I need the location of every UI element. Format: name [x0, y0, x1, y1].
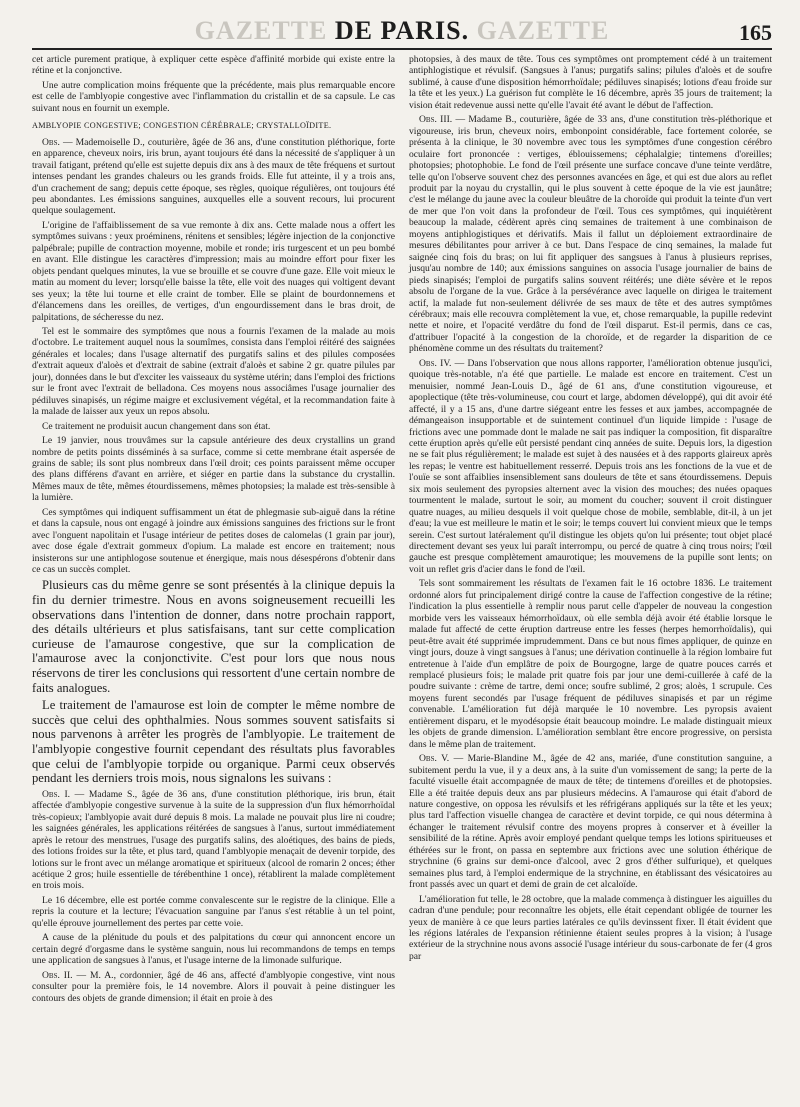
- paragraph: photopsies, à des maux de tête. Tous ces symptômes ont promptement cédé à un traitement antiphlogistique et révulsif. (Sangsues à l'anus; purgatifs salins; pilules d'aloès et de soufre sublimé, à cause d'une disposition hémorrhoïdale; pédiluves sinapisés; lotions d'eau froide sur la tête et les yeux.) La guérison fut complète le 16 décembre, après 35 jours de traitement; la vision était redevenue aussi nette qu'elle l'avait été avant le début de l'affection.: [409, 54, 772, 111]
- observation-paragraph: [32, 789, 395, 892]
- running-title: [32, 16, 772, 46]
- observation-paragraph: [32, 137, 395, 217]
- left-column: [32, 54, 395, 1007]
- paragraph: Ce traitement ne produisit aucun changement dans son état.: [42, 420, 271, 432]
- observation-text: — Mademoiselle D., couturière, âgée de 36 ans, d'une constitution pléthorique, forte en apparence, cheveux noirs, iris brun, ayant toujours été dans la nécessité de s'appliquer à un travail fatigant, prétend qu'elle est sujette depuis dix ans à des maux de tête fréquens et surtout intenses pendant les grandes chaleurs ou les grands froids. Elle fut atteinte, il y a trois ans, d'un crachement de sang; depuis cette époque, ses règles, quoique régulières, ont toujours été peu abondantes. Les émissions sanguines, auxquelles elle a souvent recours, lui procurent quelque soulagement.: [32, 136, 395, 217]
- observation-text: — Madame S., âgée de 36 ans, d'une constitution pléthorique, iris brun, était affectée d'amblyopie congestive survenue à la suite de la suppression d'un flux hémorrhoïdal très-copieux; l'amblyopie avait duré depuis 8 mois. La malade ne pouvait plus lire ni coudre; les saignées générales, les applications réitérées de sangsues à l'anus, surtout immédiatement après le retour des menstrues, l'usage des purgatifs salins, des aloétiques, des bains de pieds, des lotions froides sur la tête, et plus tard, quand l'amblyopie menaçait de devenir torpide, des lotions sur le front avec un mélange aromatique et spiritueux (alcool de romarin 2 onces; éther acétique 2 gros; huile essentielle de térébenthine 1 once), rétablirent la malade complètement en trois mois.: [32, 788, 395, 892]
- section-heading: AMBLYOPIE CONGESTIVE; CONGESTION CÉRÉBRALE; CRYSTALLOÏDITE.: [32, 121, 332, 131]
- paragraph: L'origine de l'affaiblissement de sa vue remonte à dix ans. Cette malade nous a offert les symptômes suivans : yeux proéminens, rénitens et sensibles; légère injection de la conjonctive palpébrale; pupille de contraction moyenne, mobile et ronde; iris turgescent et un peu bombé en avant. Elle distingue les caractères d'impression; mais au moindre effort pour fixer les objets pendant quelques minutes, la vue se brouille et se couvre d'une gaze. Elle voit mieux le matin au moment du lever; lorsqu'elle baisse la tête, elle voit des nuages qui voltigent devant ses yeux; la tête lui tourne et elle craint de tomber. Elle se plaint de bourdonnemens et d'élancemens dans les oreilles, de vertiges, d'un engourdissement dans le bras droit, de palpitations, de sécheresse du nez.: [32, 219, 395, 323]
- observation-text: — Dans l'observation que nous allons rapporter, l'amélioration obtenue jusqu'ici, quoique très-notable, n'a été que partielle. Le malade est encore en traitement. C'est un menuisier, nommé Jean-Louis D., âgé de 61 ans, d'une constitution vigoureuse, et apoplectique (tête très-volumineuse, cou court et large, abdomen développé), qui dit avoir été affecté, il y a 15 ans, d'une dartre siégeant entre les fesses et aux jambes, accompagnée de démangeaison insupportable et de suintement continuel d'un liquide limpide : l'usage de frictions avec une pommade dont le malade ne sait pas indiquer la composition, fit disparaître cette éruption après qu'elle eût persisté pendant cinq années de suite. Depuis lors, la digestion ne se fait plus régulièrement; le malade est sujet à des nausées et à des rapports glaireux après les repas; le ventre est habituellement resserré. Depuis trois ans les fonctions de la vue et de l'ouïe se sont affaiblies insensiblement sans douleurs de tête et sans étourdissemens. Depuis six mois seulement des pyropsies alternent avec la vision des mouches; des nuées opaques tourmentent le malade, surtout le soir, au moment du coucher; souvent il croit distinguer quatre nuages, au milieu desquels il voit quelque chose de mobile, semblable, dit-il, à un jet d'eau; la vue est meilleure le matin et le soir; le temps couvert lui convient mieux que le temps serein. C'est surtout latéralement qu'il distingue les objets qu'on lui présente; tout objet placé directement devant ses yeux lui paraît interrompu, ou percé de quatre à cinq trous noirs; l'œil gauche est presque complètement amaurotique; les mouvemens de la pupille sont lents; on voit un reflet gris d'acier dans le fond de l'œil.: [409, 357, 772, 575]
- paragraph: Tel est le sommaire des symptômes que nous a fournis l'examen de la malade au mois d'octobre. Le traitement auquel nous la soumîmes, consista dans l'emploi réitéré des saignées générales et locales; dans l'usage alternatif des purgatifs salins et des pilules composées d'extrait aqueux d'aloès et d'extrait de sabine (extrait d'aloès et sabine 2 gr. quatre pilules par jour), données dans le but d'exciter les vaisseaux du système utérin; dans l'emploi des frictions sur le front avec l'extrait de belladona. Ces moyens nous associâmes l'usage journalier des pédiluves sinapisés, un régime maigre et exclusivement végétal, et la recommandation faite à la malade de laisser aux yeux un repos absolu.: [32, 325, 395, 418]
- text-columns: [32, 54, 772, 1007]
- ghost-text-right: GAZETTE: [476, 16, 610, 45]
- right-column: [409, 54, 772, 1007]
- observation-text: — M. A., cordonnier, âgé de 46 ans, affecté d'amblyopie congestive, vint nous consulter pour la première fois, le 14 novembre. Alors il pouvait à peine distinguer les contours des objets de grande dimension; il était en proie à des: [32, 969, 395, 1004]
- observation-paragraph: [409, 114, 772, 355]
- observation-text: — Marie-Blandine M., âgée de 42 ans, mariée, d'une constitution sanguine, a subitement perdu la vue, il y a deux ans, à la suite d'un vomissement de sang; la perte de la faculté visuelle était accompagnée de maux de tête; de tintemens d'oreilles et de photopsies. Elle a été traitée depuis deux ans par plusieurs médecins. A l'amaurose qui était d'abord de nature congestive, on opposa les révulsifs et les réfrigérans appliqués sur la tête et les yeux; plus tard l'affection visuelle changea de caractère et devint torpide, ce qui nous détermina à échanger le traitement révulsif contre des moyens propres à conserver et à éveiller la sensibilité de la rétine. Après avoir employé pendant quelque temps les lotions spiritueuses et éthérées sur le front, on passa en septembre aux frictions avec une solution éthérique de strychnine (6 grains sur demi-once d'alcool, avec 2 gros d'éther sulfurique), et quelques semaines plus tard, à l'emploi endermique de la strychnine, en établissant des vésicatoires au front passés avec un quart et demi de grain de cet alcaloïde.: [409, 753, 772, 891]
- observation-paragraph: [409, 358, 772, 576]
- paragraph: Tels sont sommairement les résultats de l'examen fait le 16 octobre 1836. Le traitement ordonné alors fut principalement dirigé contre la cause de l'affection congestive de la rétine; l'indication la plus essentielle à remplir nous parut celle d'appeler de nouveau la congestion morbide vers les vaisseaux hémorrhoïdaux, où elle sembla déjà avoir été établie lorsque le malade fut affecté de cette éruption dartreuse entre les fesses (herpes hemorrhoïdalis), qui peut-être avait été supprimée imprudemment. Dans ce but nous fîmes appliquer, de quinze en vingt jours, douze à vingt sangsues à l'anus; une dérivation continuelle à la région lombaire fut entretenue à l'aide d'un emplâtre de poix de Bourgogne, large de quatre pouces carrés et remplacé plusieurs fois; le malade prit quatre fois par jour une demi-cuillerée à café de la poudre suivante : crème de tartre, demi once; soufre sublimé, 2 gros; aloès, 1 scrupule. Ces moyens furent secondés par l'usage fréquent de pédiluves sinapisés et par un régime convenable. L'amélioration fut déjà marquée le 10 novembre. Les pyropsis avaient entièrement disparu, et le myodésopsie était beaucoup moindre. Le malade distinguait mieux les objets de grande dimension. L'amélioration semblant être encore progressive, on persista dans le même plan de traitement.: [409, 578, 772, 750]
- observation-label: Obs. II.: [42, 969, 73, 981]
- paragraph: Ces symptômes qui indiquent suffisamment un état de phlegmasie sub-aiguë dans la rétine et dans la capsule, nous ont engagé à joindre aux émissions sanguines des frictions sur le front avec l'onguent napolitain et l'usage intérieur de petites doses de calomelas (1 grain par jour), avec dose égale d'extrait gommeux d'opium. La malade est encore en traitement; nous insisterons sur une antiphlogose soutenue et énergique, mais nous désespérons d'obtenir dans ce cas un succès complet.: [32, 506, 395, 576]
- paragraph: Une autre complication moins fréquente que la précédente, mais plus remarquable encore est celle de l'amblyopie congestive avec l'inflammation du cristallin et de sa capsule. Le cas suivant nous en fournit un exemple.: [32, 79, 395, 114]
- page-header: [32, 14, 772, 50]
- paragraph: cet article purement pratique, à expliquer cette espèce d'affinité morbide qui existe entre la rétine et la conjonctive.: [32, 54, 395, 77]
- running-title-text: DE PARIS.: [334, 16, 470, 45]
- observation-label: Obs. IV.: [419, 357, 452, 369]
- paragraph: L'amélioration fut telle, le 28 octobre, que la malade commença à distinguer les aiguilles du cadran d'une pendule; pour reconnaître les objets, elle était cependant obligée de tourner les yeux de manière à ce que leurs parties latérales ce qu'ils devinssent fixer. Il était évident que les régions latérales de l'expansion rétinienne étaient seules propres à la vision; à l'usage extérieur de la strychnine nous avons associé l'usage intérieur du sous-carbonate de fer (4 gros par: [409, 893, 772, 962]
- observation-text: — Madame B., couturière, âgée de 33 ans, d'une constitution très-pléthorique et vigoureuse, iris brun, cheveux noirs, embonpoint considérable, face fortement colorée, se présenta à la clinique, le 30 novembre avec tous les symptômes d'une congestion cérébro oculaire fort prononcée : vertiges, éblouissemens; céphalalgie; tintemens d'oreilles; photopsies; photophobie. Le fond de l'œil présente une surface concave d'une teinte verdâtre, telle qu'on l'observe souvent chez des personnes avancées en âge, et qui est due alors au reflet produit par la noyau du crystallin, qui le plus souvent à cette époque de la vie est jaunâtre; c'est le mélange du jaune avec la couleur bleuâtre de la choroïde qui produit la teinte d'un vert de mer que l'on voit dans la profondeur de l'œil. Tous ces symptômes, qui inquiétèrent beaucoup la malade, cédèrent après cinq semaines de traitement à une combinaison de moyens antiphlogistiques et dérivatifs. Mais il fallut un déploiement extraordinaire de mesures débilitantes pour arriver à ce but. Dans l'espace de cinq semaines, la malade fut saignée cinq fois du bras; on lui fit appliquer des sangsues à l'anus à plusieurs reprises, jusqu'au nombre de 140; aux émissions sanguines on associa l'usage journalier de bains de pieds sinapisés; l'emploi de purgatifs salins souvent réitérés; une diète sévère et le repos absolu de l'organe de la vue. Grâce à la persévérance avec laquelle on dirigea le traitement actif, la malade fut non-seulement délivrée de ses maux de tête et des autres symptômes cérébraux; mais elle recouvra complètement la vue, et, chose remarquable, la pupille redevint nette et noire, et l'opacité verdâtre du fond de l'œil disparut. Est-il permis, dans ce cas, d'attribuer l'opacité à la congestion de la choroïde, et de regarder la disparition de ce phénomène comme un des résultats du traitement?: [409, 114, 772, 355]
- ghost-text-left: GAZETTE: [194, 16, 328, 45]
- observation-label: Obs.: [42, 136, 60, 148]
- observation-paragraph: [409, 753, 772, 890]
- observation-label: Obs. I.: [42, 788, 71, 800]
- newspaper-page: [32, 14, 772, 1102]
- paragraph-large: Le traitement de l'amaurose est loin de compter le même nombre de succès que celui des ophthalmies. Nous sommes souvent satisfaits si nous parvenons à arrêter les progrès de l'amblyopie. Le traitement de l'amblyopie congestive fournit cependant des résultats plus favorables que celui de l'amblyopie torpide ou organique. Parmi ceux observés pendant les derniers trois mois, nous signalons les suivans :: [32, 698, 395, 786]
- page-number: 165: [739, 20, 772, 45]
- observation-label: Obs. III.: [419, 114, 453, 126]
- paragraph: Le 16 décembre, elle est portée comme convalescente sur le registre de la clinique. Elle a repris la couture et la lecture; l'évacuation sanguine par l'anus s'est rétablie à un tel point, qu'elle éprouve journellement des pertes par cette voie.: [32, 894, 395, 929]
- observation-paragraph: [32, 970, 395, 1004]
- paragraph-large: Plusieurs cas du même genre se sont présentés à la clinique depuis la fin du dernier trimestre. Nous en avons soigneusement recueilli les observations dans l'intention de donner, dans notre prochain rapport, des détails ultérieurs et plus satisfaisans, tant sur cette complication curieuse de l'amaurose congestive, que sur la complication de l'amaurose avec la conjonctivite. C'est pour lors que nous nous réservons de tirer les conclusions qui ressortent d'une certain nombre de faits analogues.: [32, 578, 395, 695]
- observation-label: Obs. V.: [419, 753, 450, 765]
- paragraph: Le 19 janvier, nous trouvâmes sur la capsule antérieure des deux crystallins un grand nombre de petits points disséminés à sa surface, comme si cette membrane était aspersée de grains de sable; ils sont plus nombreux dans l'œil droit; ces points paraissent même occuper des plans différens d'avant en arrière, et siéger en partie dans la substance du crystallin. Mêmes maux de tête, mêmes étourdissemens, mêmes photopsies; la malade est très-sensible à la lumière.: [32, 435, 395, 504]
- paragraph: A cause de la plénitude du pouls et des palpitations du cœur qui annoncent encore un certain degré d'orgasme dans le système sanguin, nous lui recommandons de temps en temps une application de sangsues à l'anus, et l'usage interne de la limonade sulfurique.: [32, 932, 395, 967]
